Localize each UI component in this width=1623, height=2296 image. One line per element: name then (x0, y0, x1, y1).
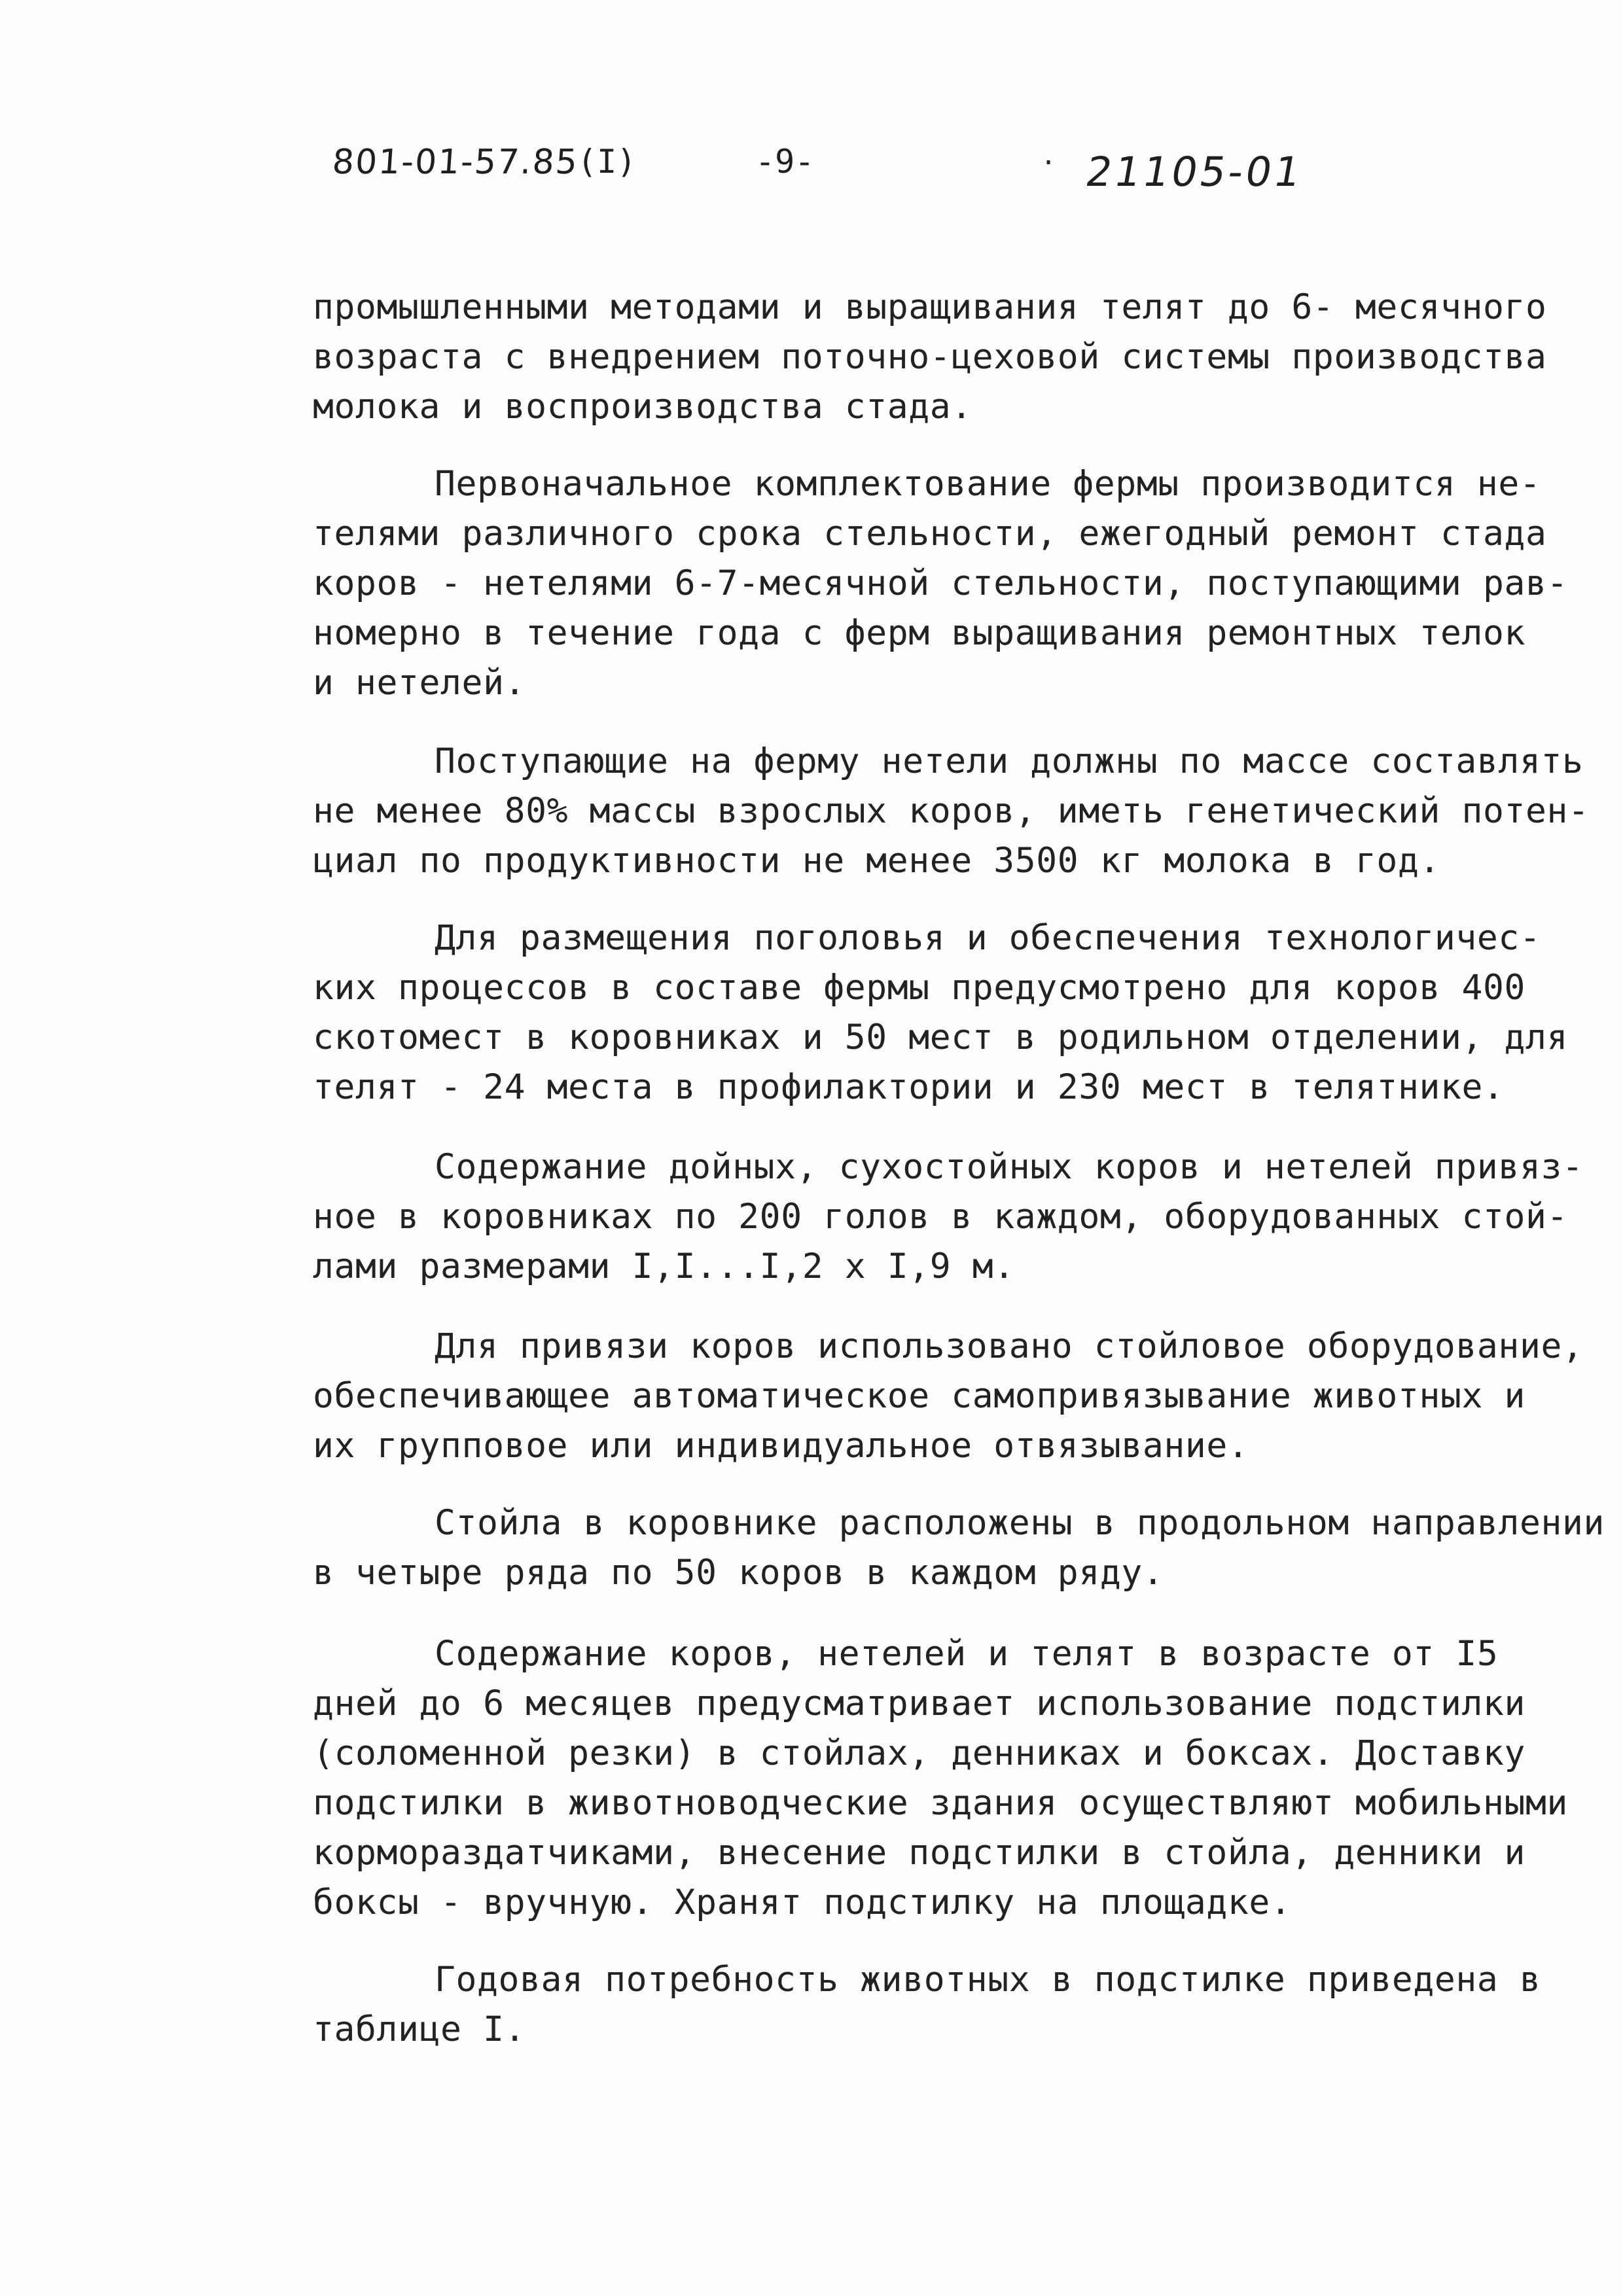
page-number: -9- (755, 143, 815, 181)
document-number: 21105-01 (1082, 148, 1307, 196)
text-line: Годовая потребность животных в подстилке приведена в (435, 1960, 1541, 2000)
text-line: обеспечивающее автоматическое самопривязывание животных и (313, 1376, 1525, 1416)
text-line: циал по продуктивности не менее 3500 кг молока в год. (313, 841, 1440, 881)
text-line: ких процессов в составе фермы предусмотрено для коров 400 (313, 968, 1525, 1008)
text-line: дней до 6 месяцев предусматривает использование подстилки (313, 1684, 1525, 1723)
text-line: в четыре ряда по 50 коров в каждом ряду. (313, 1553, 1164, 1593)
header-dot: · (1041, 148, 1057, 178)
paragraph-4 (313, 913, 1569, 1112)
text-line: Первоначальное комплектование фермы производится не- (435, 464, 1541, 504)
text-line: таблице I. (313, 2009, 526, 2049)
text-line: не менее 80% массы взрослых коров, иметь генетический потен- (313, 791, 1590, 831)
paragraph-3 (313, 737, 1590, 886)
text-line: номерно в течение года с ферм выращивания ремонтных телок (313, 613, 1525, 653)
text-line: Содержание коров, нетелей и телят в возрасте от I5 (435, 1634, 1499, 1674)
text-line: промышленными методами и выращивания телят до 6- месячного (313, 287, 1547, 327)
text-line: лами размерами I,I...I,2 х I,9 м. (313, 1246, 1015, 1286)
document-code: 801-01-57.85 (330, 143, 580, 182)
text-line: боксы - вручную. Хранят подстилку на площадке. (313, 1882, 1292, 1922)
paragraph-6 (313, 1322, 1584, 1471)
paragraph-1 (313, 283, 1556, 432)
paragraph-7 (313, 1498, 1605, 1598)
text-line: возраста с внедрением поточно-цеховой системы производства (313, 337, 1547, 377)
text-line: кормораздатчиками, внесение подстилки в стойла, денники и (313, 1833, 1525, 1873)
document-part: (I) (577, 143, 637, 181)
text-line: коров - нетелями 6-7-месячной стельности, поступающими рав- (313, 563, 1569, 603)
paragraph-9 (313, 1955, 1556, 2055)
text-line: ное в коровниках по 200 голов в каждом, оборудованных стой- (313, 1197, 1569, 1237)
text-line: их групповое или индивидуальное отвязывание. (313, 1426, 1249, 1466)
text-line: Стойла в коровнике расположены в продольном направлении (435, 1503, 1605, 1543)
paragraph-2 (313, 459, 1569, 708)
paragraph-8 (313, 1629, 1569, 1928)
text-line: Содержание дойных, сухостойных коров и нетелей привяз- (435, 1147, 1584, 1187)
text-line: телями различного срока стельности, ежегодный ремонт стада (313, 514, 1547, 554)
text-line: и нетелей. (313, 663, 526, 703)
text-line: (соломенной резки) в стойлах, денниках и боксах. Доставку (313, 1733, 1525, 1773)
paragraph-5 (313, 1142, 1584, 1292)
text-line: Поступающие на ферму нетели должны по массе составлять (435, 741, 1584, 781)
text-line: Для размещения поголовья и обеспечения технологичес- (435, 918, 1541, 958)
text-line: телят - 24 места в профилактории и 230 мест в телятнике. (313, 1067, 1505, 1107)
text-line: молока и воспроизводства стада. (313, 387, 972, 427)
text-line: подстилки в животноводческие здания осуществляют мобильными (313, 1783, 1569, 1823)
text-line: скотомест в коровниках и 50 мест в родильном отделении, для (313, 1017, 1569, 1057)
text-line: Для привязи коров использовано стойловое оборудование, (435, 1326, 1584, 1366)
